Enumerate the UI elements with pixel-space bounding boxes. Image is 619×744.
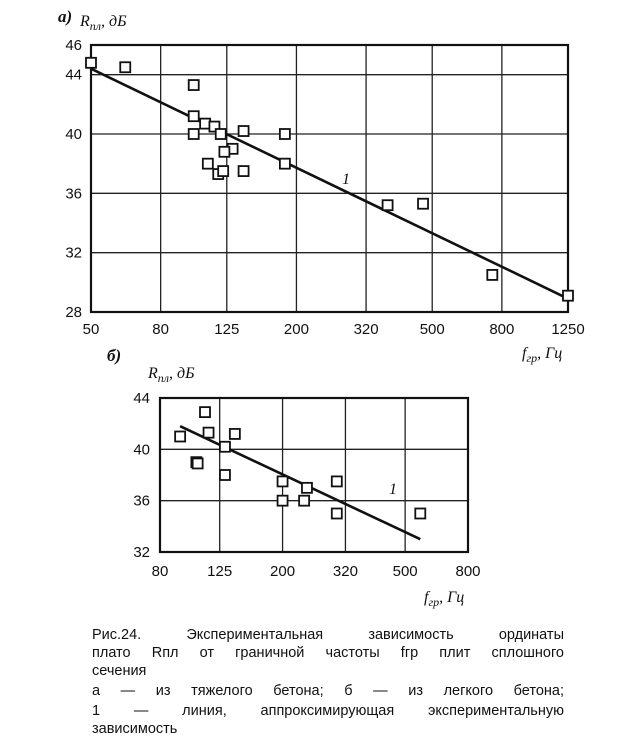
caption-legend-line-2: 1 — линия, аппроксимирующая экспериментальную [92, 703, 564, 719]
data-point [218, 166, 228, 176]
data-point [302, 483, 312, 493]
data-point [280, 159, 290, 169]
data-point [175, 432, 185, 442]
data-point [278, 476, 288, 486]
data-point [563, 291, 573, 301]
data-point [239, 126, 249, 136]
x-tick-label: 320 [353, 321, 379, 338]
x-tick-label: 800 [455, 563, 481, 580]
x-tick-label: 200 [270, 563, 296, 580]
fit-line [91, 69, 568, 299]
x-axis-label: $f_{гр}$, Гц [522, 345, 563, 365]
data-point [189, 80, 199, 90]
caption-title-line-3: сечения [92, 663, 147, 679]
y-tick-label: 40 [65, 126, 82, 143]
data-point [220, 470, 230, 480]
y-tick-label: 32 [65, 244, 82, 262]
y-axis-label: $R_{пл}$, дБ [148, 365, 195, 385]
data-point [415, 509, 425, 519]
x-tick-label: 50 [82, 321, 100, 338]
fit-line [180, 426, 420, 539]
y-tick-label: 44 [65, 66, 82, 84]
y-tick-label: 44 [133, 390, 150, 407]
x-tick-label: 80 [151, 563, 169, 580]
data-point [203, 159, 213, 169]
fit-line-label: 1 [389, 481, 397, 498]
caption-legend-line-1: а — из тяжелого бетона; б — из легкого бетона; [92, 683, 564, 699]
y-tick-label: 40 [133, 441, 150, 459]
data-point [299, 496, 309, 506]
y-tick-label: 28 [65, 304, 82, 321]
data-point [86, 58, 96, 68]
data-point [189, 111, 199, 121]
caption-title-line-2: плато Rпл от граничной частоты fгр плит сплошного [92, 645, 564, 661]
data-point [204, 428, 214, 438]
data-point [220, 442, 230, 452]
data-point [189, 129, 199, 139]
data-point [280, 129, 290, 139]
data-point [200, 407, 210, 417]
x-tick-label: 800 [489, 321, 515, 338]
x-tick-label: 125 [207, 563, 233, 580]
x-tick-label: 80 [152, 321, 169, 338]
data-point [332, 476, 342, 486]
data-point [193, 458, 203, 468]
x-tick-label: 320 [332, 563, 358, 580]
x-tick-label: 200 [283, 321, 309, 338]
data-point [383, 200, 393, 210]
data-point [487, 270, 497, 280]
plot-frame [160, 398, 468, 552]
data-point [120, 62, 130, 72]
figure-caption [92, 626, 564, 738]
chart-a [58, 7, 585, 365]
y-tick-label: 36 [65, 185, 82, 203]
data-point [230, 429, 240, 439]
y-tick-label: 46 [65, 37, 82, 54]
x-tick-label: 500 [392, 563, 418, 580]
data-point [418, 199, 428, 209]
data-point [278, 496, 288, 506]
data-point [216, 129, 226, 139]
chart-b [107, 346, 481, 609]
x-tick-label: 500 [419, 321, 445, 338]
fit-line-label: 1 [342, 171, 350, 188]
y-axis-label: $R_{пл}$, дБ [80, 13, 127, 33]
panel-label: б) [107, 346, 122, 365]
data-point [332, 509, 342, 519]
y-tick-label: 36 [133, 492, 150, 510]
caption-title-line-1: Рис.24. Экспериментальная зависимость ординаты [92, 627, 564, 643]
panel-label: а) [58, 7, 73, 26]
x-tick-label: 125 [214, 321, 240, 338]
data-point [219, 147, 229, 157]
data-point [239, 166, 249, 176]
y-tick-label: 32 [133, 544, 150, 561]
caption-legend-line-3: зависимость [92, 721, 178, 737]
x-tick-label: 1250 [551, 321, 585, 338]
x-axis-label: $f_{гр}$, Гц [424, 589, 465, 609]
